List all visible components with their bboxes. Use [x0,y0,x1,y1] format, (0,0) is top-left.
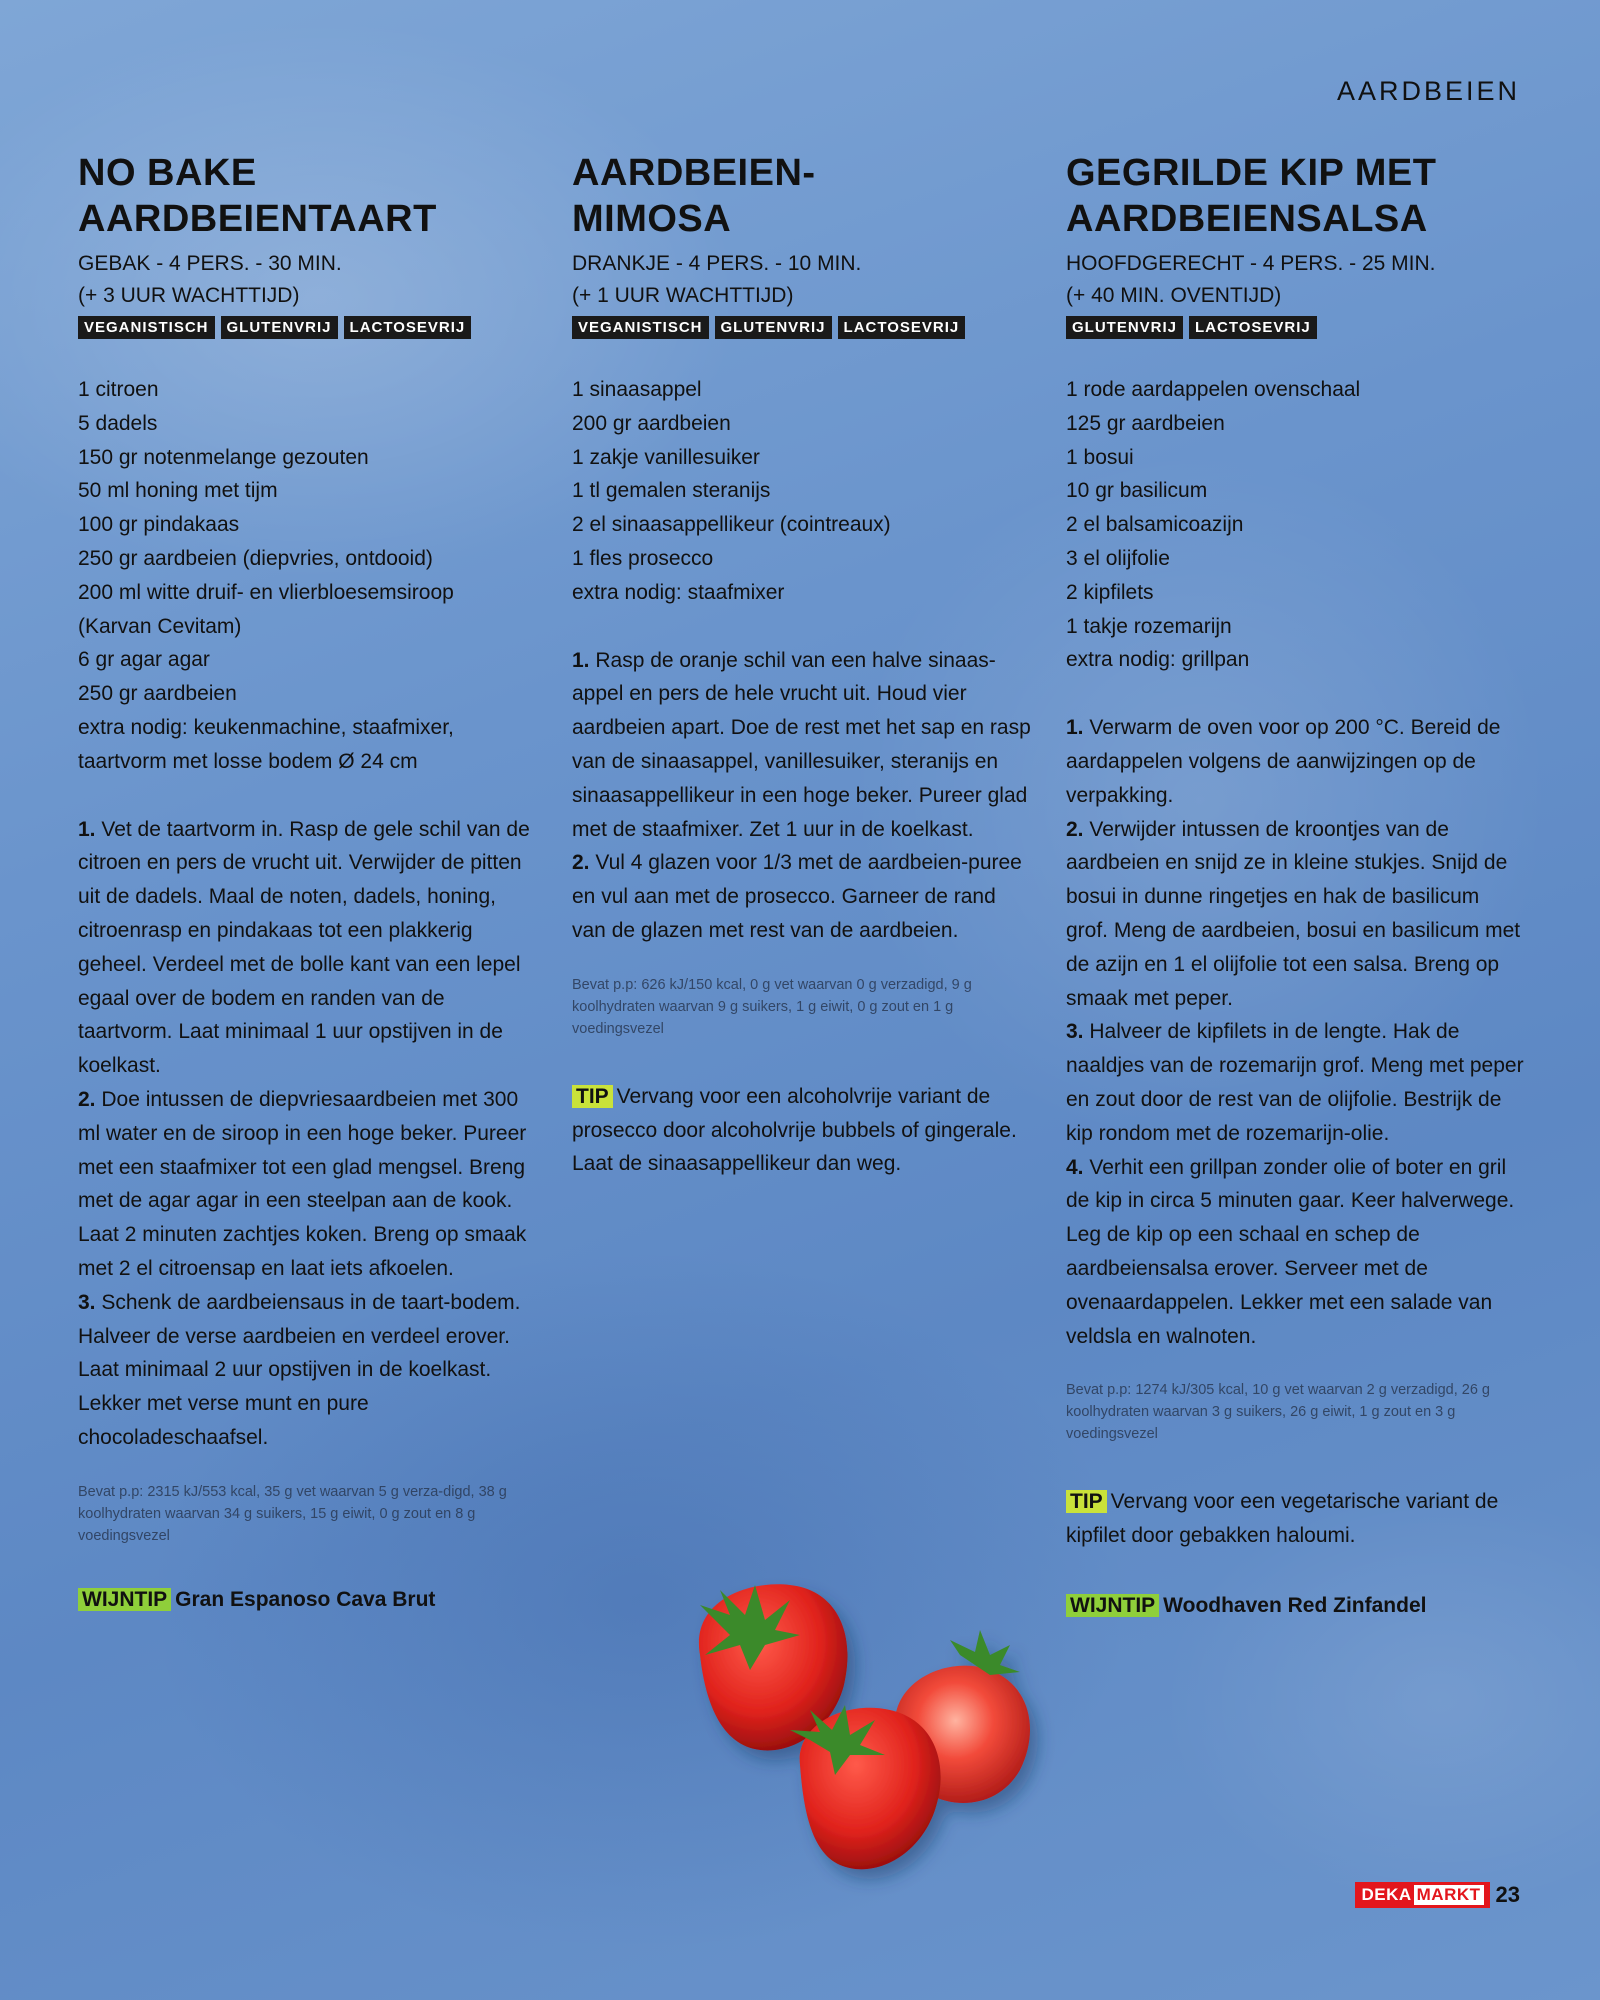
section-header: AARDBEIEN [1336,76,1520,106]
ingredient: 250 gr aardbeien (diepvries, ontdooid) [78,546,433,570]
ingredient: 1 rode aardappelen ovenschaal [1066,378,1361,401]
diet-tag: LACTOSEVRIJ [344,316,472,339]
tip-label: TIP [572,1085,613,1108]
ingredient: taartvorm met losse bodem Ø 24 cm [78,749,418,773]
preparation-steps [78,813,538,1455]
ingredient-list [1066,373,1526,677]
recipe-meta: HOOFDGERECHT - 4 PERS. - 25 MIN. (+ 40 MIN. OVENTIJD) [1066,252,1436,307]
diet-tag: GLUTENVRIJ [221,316,338,339]
step: 2. Verwijder intussen de kroontjes van de aardbeien en snijd ze in kleine stukjes. Snijd de bosui in dunne ringetjes en hak de basilicum grof. Meng de aardbeien, bosui en basilicum met de azijn en 1 el olijfolie tot een salsa. Breng op smaak met peper. [1066,817,1521,1010]
diet-tags [1066,316,1526,339]
ingredient: 1 fles prosecco [572,546,714,570]
recipe-tip: TIP Vervang voor een alcoholvrije variant de prosecco door alcoholvrije bubbels of gingerale. Laat de sinaasappellikeur dan weg. [572,1084,1017,1176]
ingredient: 1 sinaasappel [572,378,702,401]
ingredient: 10 gr basilicum [1066,479,1208,503]
recipe-title: GEGRILDE KIP MET AARDBEIENSALSA [1066,152,1437,240]
ingredient: 1 takje rozemarijn [1066,614,1232,638]
recipe-meta: GEBAK - 4 PERS. - 30 MIN. (+ 3 UUR WACHTTIJD) [78,252,342,307]
step: 4. Verhit een grillpan zonder olie of boter en gril de kip in circa 5 minuten gaar. Keer halverwege. Leg de kip op een schaal en schep de aardbeiensalsa erover. Serveer met de ovenaardappelen. Lekker met een salade van veldsla en walnoten. [1066,1155,1515,1348]
step: 1. Verwarm de oven voor op 200 °C. Bereid de aardappelen volgens de aanwijzingen op de verpakking. [1066,716,1501,807]
ingredient: 100 gr pindakaas [78,513,240,537]
recipe-column-1 [78,150,538,1617]
nutrition-info: Bevat p.p: 2315 kJ/553 kcal, 35 g vet waarvan 5 g verza-digd, 38 g koolhydraten waarvan 34 g suikers, 15 g eiwit, 0 g zout en 8 g voedingsvezel [78,1483,507,1544]
step: 1. Rasp de oranje schil van een halve sinaas-appel en pers de hele vrucht uit. Houd vier aardbeien apart. Doe de rest met het sap en rasp van de sinaasappel, vanillesuiker, steranijs en sinaasappellikeur in een hoge beker. Pureer glad met de staafmixer. Zet 1 uur in de koelkast. [572,648,1031,841]
ingredient: (Karvan Cevitam) [78,614,242,638]
ingredient: 125 gr aardbeien [1066,411,1225,435]
step: 3. Halveer de kipfilets in de lengte. Hak de naaldjes van de rozemarijn grof. Meng met peper en zout door de rest van de olijfolie. Bestrijk de kip rondom met de rozemarijn-olie. [1066,1020,1524,1145]
diet-tag: LACTOSEVRIJ [838,316,966,339]
ingredient: 200 ml witte druif- en vlierbloesemsiroop [78,580,454,604]
ingredient: 1 zakje vanillesuiker [572,445,760,469]
page-footer [1355,1882,1520,1908]
recipe-title: AARDBEIEN- MIMOSA [572,152,816,240]
diet-tag: LACTOSEVRIJ [1189,316,1317,339]
ingredient-list [572,373,1032,610]
nutrition-info: Bevat p.p: 626 kJ/150 kcal, 0 g vet waarvan 0 g verzadigd, 9 g koolhydraten waarvan 9 g suikers, 1 g eiwit, 0 g zout en 1 g voedingsvezel [572,976,972,1037]
strawberries-photo [660,1560,1060,1920]
step: 3. Schenk de aardbeiensaus in de taart-bodem. Halveer de verse aardbeien en verdeel erover. Laat minimaal 2 uur opstijven in de koelkast. Lekker met verse munt en pure chocoladeschaafsel. [78,1290,521,1449]
ingredient: extra nodig: grillpan [1066,648,1250,672]
ingredient: 1 tl gemalen steranijs [572,479,771,503]
diet-tags [572,316,1032,339]
ingredient: extra nodig: keukenmachine, staafmixer, [78,715,454,739]
diet-tag: VEGANISTISCH [78,316,215,339]
dekamarkt-logo: DEKA MARKT [1355,1882,1489,1908]
recipe-meta: DRANKJE - 4 PERS. - 10 MIN. (+ 1 UUR WACHTTIJD) [572,252,862,307]
recipe-column-3 [1066,150,1526,1623]
diet-tag: GLUTENVRIJ [1066,316,1183,339]
wine-tip: WIJNTIP Gran Espanoso Cava Brut [78,1583,538,1617]
ingredient: extra nodig: staafmixer [572,580,785,604]
ingredient: 150 gr notenmelange gezouten [78,445,369,469]
ingredient: 2 el balsamicoazijn [1066,513,1244,537]
page-number: 23 [1495,1882,1520,1907]
tip-label: TIP [1066,1490,1107,1513]
step: 2. Doe intussen de diepvriesaardbeien met 300 ml water en de siroop in een hoge beker. Pureer met een staafmixer tot een glad mengsel. Breng met de agar agar in een steelpan aan de kook. Laat 2 minuten zachtjes koken. Breng op smaak met 2 el citroensap en laat iets afkoelen. [78,1087,527,1280]
preparation-steps [1066,711,1526,1353]
step: 2. Vul 4 glazen voor 1/3 met de aardbeien-puree en vul aan met de prosecco. Garneer de rand van de glazen met rest van de aardbeien. [572,851,1022,942]
recipe-tip: TIP Vervang voor een vegetarische variant de kipfilet door gebakken haloumi. [1066,1490,1499,1548]
ingredient: 2 kipfilets [1066,580,1154,604]
wine-tip: WIJNTIP Woodhaven Red Zinfandel [1066,1589,1526,1623]
ingredient: 50 ml honing met tijm [78,479,278,503]
ingredient: 6 gr agar agar [78,648,210,672]
ingredient: 5 dadels [78,411,158,435]
recipe-column-2 [572,150,1032,1181]
ingredient: 1 citroen [78,378,159,401]
wine-tip-label: WIJNTIP [1066,1594,1159,1617]
ingredient: 1 bosui [1066,445,1134,469]
diet-tag: VEGANISTISCH [572,316,709,339]
ingredient: 3 el olijfolie [1066,546,1170,570]
ingredient-list [78,373,538,779]
nutrition-info: Bevat p.p: 1274 kJ/305 kcal, 10 g vet waarvan 2 g verzadigd, 26 g koolhydraten waarvan 3 g suikers, 26 g eiwit, 1 g zout en 3 g voedingsvezel [1066,1382,1490,1443]
ingredient: 200 gr aardbeien [572,411,731,435]
ingredient: 250 gr aardbeien [78,682,237,706]
ingredient: 2 el sinaasappellikeur (cointreaux) [572,513,891,537]
diet-tags [78,316,538,339]
step: 1. Vet de taartvorm in. Rasp de gele schil van de citroen en pers de vrucht uit. Verwijder de pitten uit de dadels. Maal de noten, dadels, honing, citroenrasp en pindakaas tot een plakkerig geheel. Verdeel met de bolle kant van een lepel egaal over de bodem en randen van de taartvorm. Laat minimaal 1 uur opstijven in de koelkast. [78,817,530,1078]
wine-tip-label: WIJNTIP [78,1588,171,1611]
preparation-steps [572,644,1032,948]
recipe-title: NO BAKE AARDBEIENTAART [78,152,437,240]
diet-tag: GLUTENVRIJ [715,316,832,339]
